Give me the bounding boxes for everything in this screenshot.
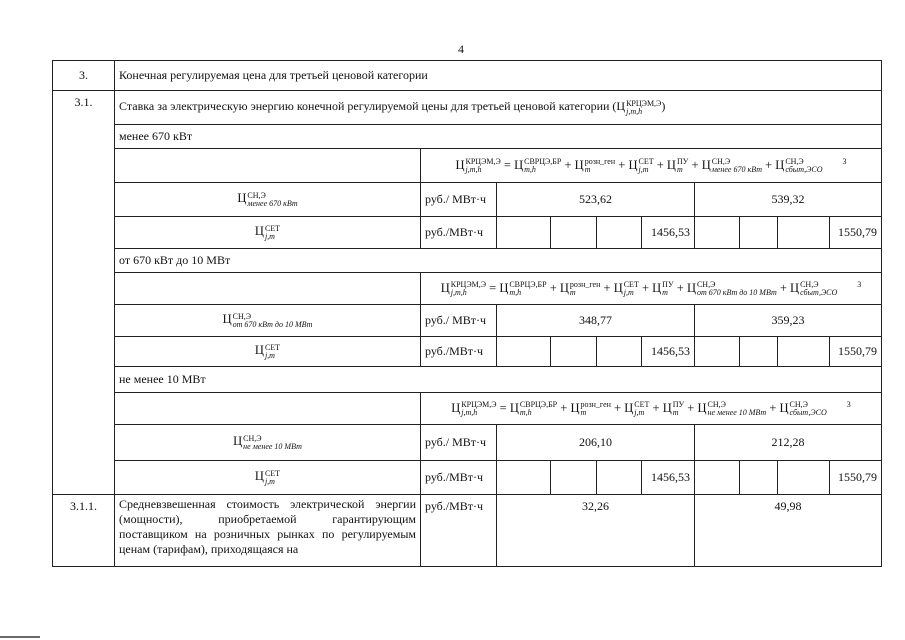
section-3-1-title: [115, 91, 882, 125]
section-3-1-1-value-2: 49,98: [695, 495, 882, 567]
group-3-sn-value-2: 212,28: [695, 425, 882, 461]
group-3-sn-label: Ц СН,Э не менее 10 МВт: [115, 425, 421, 461]
group-2-sn-value-2: 359,23: [695, 305, 882, 337]
group-3-set-value-2: 1550,79: [830, 461, 882, 495]
group-1-sn-label: Ц СН,Э менее 670 кВт: [115, 183, 421, 217]
group-2-set-value-1: 1456,53: [642, 337, 695, 367]
group-1-set-label: Ц СЕТ j,m: [115, 217, 421, 249]
group-2-sn-value-1: 348,77: [497, 305, 695, 337]
section-3-1-title-sup: КРЦЭМ,Э: [626, 98, 662, 108]
section-3-1-number: 3.1.: [53, 91, 115, 495]
group-3-formula: Ц КРЦЭМ,Э j,m,h = Ц СВРЦЭ,БР m,h + Ц розн_ген m + Ц СЕТ j,m + Ц ПУ m + Ц СН,Э не менее 10 МВт + Ц СН,Э сбыт,ЭСО $^3$: [421, 393, 882, 425]
group-1-formula: Ц КРЦЭМ,Э j,m,h = Ц СВРЦЭ,БР m,h + Ц розн_ген m + Ц СЕТ j,m + Ц ПУ m + Ц СН,Э менее 670 кВт + Ц СН,Э сбыт,ЭСО $^3$: [421, 149, 882, 183]
group-2-formula: Ц КРЦЭМ,Э j,m,h = Ц СВРЦЭ,БР m,h + Ц розн_ген m + Ц СЕТ j,m + Ц ПУ m + Ц СН,Э от 670 кВт до 10 МВт + Ц СН,Э сбыт,ЭСО $^3$: [421, 273, 882, 305]
group-1-sn-value-1: 523,62: [497, 183, 695, 217]
group-3-heading-row: [53, 367, 882, 393]
footnote-ref: 3: [842, 156, 847, 166]
tariff-table: [52, 60, 882, 567]
section-3-1-1-text: Средневзвешенная стоимость электрической энергии (мощности), приобретаемой гарантирующим поставщиком на розничных рынках по регулируемым ценам (тарифам), приходящаяся на: [115, 495, 421, 567]
group-2-formula-row: [53, 273, 882, 305]
group-3-set-row: [53, 461, 882, 495]
group-2-sn-label: Ц СН,Э от 670 кВт до 10 МВт: [115, 305, 421, 337]
group-3-sn-value-1: 206,10: [497, 425, 695, 461]
group-3-heading: не менее 10 МВт: [115, 367, 882, 393]
group-2-set-row: [53, 337, 882, 367]
group-2-set-units: руб./МВт·ч: [421, 337, 497, 367]
group-1-set-units: руб./МВт·ч: [421, 217, 497, 249]
group-1-sn-units: руб./ МВт·ч: [421, 183, 497, 217]
section-3-1-1-row: [53, 495, 882, 567]
page-number: 4: [458, 42, 464, 56]
section-3-1-1-units: руб./МВт·ч: [421, 495, 497, 567]
section-3-1-row: [53, 91, 882, 125]
section-3-1-title-sub: j,m,h: [626, 106, 643, 116]
group-1-set-value-2: 1550,79: [830, 217, 882, 249]
group-3-formula-row: [53, 393, 882, 425]
group-2-sn-row: [53, 305, 882, 337]
group-2-set-label: Ц СЕТ j,m: [115, 337, 421, 367]
group-3-set-units: руб./МВт·ч: [421, 461, 497, 495]
section-3-1-1-number: 3.1.1.: [53, 495, 115, 567]
group-2-heading-row: [53, 249, 882, 273]
group-1-heading-row: [53, 125, 882, 149]
group-1-sn-value-2: 539,32: [695, 183, 882, 217]
group-1-set-row: [53, 217, 882, 249]
group-1-set-value-1: 1456,53: [642, 217, 695, 249]
group-2-heading: от 670 кВт до 10 МВт: [115, 249, 882, 273]
group-3-sn-row: [53, 425, 882, 461]
section-3-title: Конечная регулируемая цена для третьей ценовой категории: [115, 61, 882, 91]
group-3-set-label: Ц СЕТ j,m: [115, 461, 421, 495]
group-3-set-value-1: 1456,53: [642, 461, 695, 495]
section-3-1-1-value-1: 32,26: [497, 495, 695, 567]
group-1-formula-spacer: [115, 149, 421, 183]
scan-edge-mark: [0, 636, 40, 638]
group-2-set-value-2: 1550,79: [830, 337, 882, 367]
section-3-number: 3.: [53, 61, 115, 91]
section-3-1-title-end: ): [661, 99, 666, 114]
group-3-sn-units: руб./ МВт·ч: [421, 425, 497, 461]
section-3-1-title-text: Ставка за электрическую энергию конечной регулируемой цены для третьей ценовой категории (Ц: [119, 99, 626, 114]
group-1-heading: менее 670 кВт: [115, 125, 882, 149]
group-2-sn-units: руб./ МВт·ч: [421, 305, 497, 337]
section-3-row: [53, 61, 882, 91]
group-1-sn-row: [53, 183, 882, 217]
group-1-formula-row: [53, 149, 882, 183]
